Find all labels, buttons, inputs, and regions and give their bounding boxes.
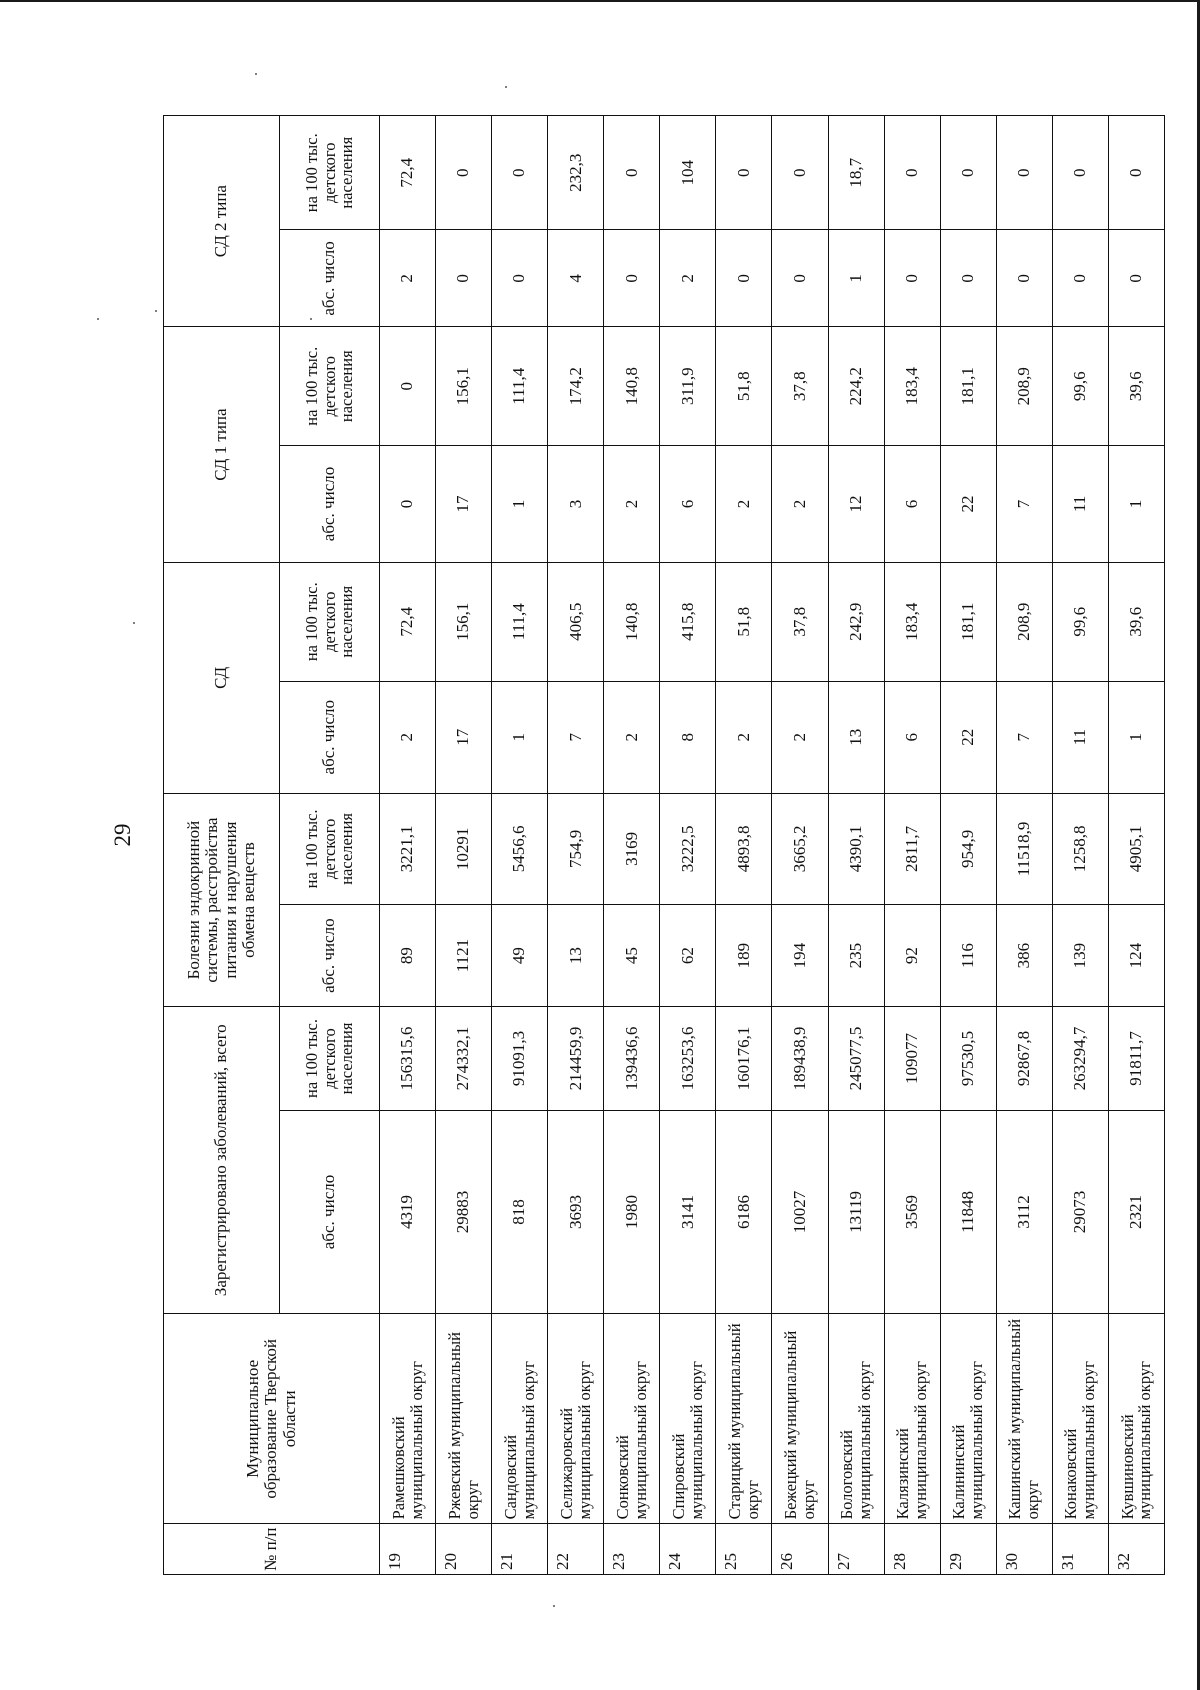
page-number: 29	[110, 823, 135, 847]
cell-sd1-per: 183,4	[884, 327, 940, 446]
cell-sd1-abs: 17	[436, 446, 492, 563]
cell-sd-abs: 1	[492, 681, 548, 793]
cell-sd-per: 242,9	[828, 562, 884, 681]
cell-sd1-per: 99,6	[1052, 327, 1108, 446]
cell-sd2-abs: 0	[772, 230, 828, 327]
cell-end-abs: 124	[1108, 904, 1164, 1006]
table-row	[772, 116, 828, 1575]
cell-reg-abs: 3112	[996, 1110, 1052, 1314]
municipality-name: Калининский муниципальный округ	[940, 1314, 996, 1524]
cell-reg-abs: 29073	[1052, 1110, 1108, 1314]
cell-reg-abs: 1980	[604, 1110, 660, 1314]
row-number: 24	[660, 1524, 716, 1575]
cell-sd-abs: 22	[940, 681, 996, 793]
municipality-name: Калязинский муниципальный округ	[884, 1314, 940, 1524]
cell-end-per: 1258,8	[1052, 793, 1108, 904]
cell-end-abs: 1121	[436, 904, 492, 1006]
cell-reg-per: 274332,1	[436, 1007, 492, 1110]
municipality-name: Сандовский муниципальный округ	[492, 1314, 548, 1524]
subheader-per100k: на 100 тыс. детского населения	[280, 327, 380, 446]
table-row	[436, 116, 492, 1575]
cell-sd-per: 140,8	[604, 562, 660, 681]
header-sd1: СД 1 типа	[164, 327, 280, 562]
cell-sd2-per: 0	[1108, 116, 1164, 231]
cell-sd2-per: 0	[996, 116, 1052, 231]
cell-sd-abs: 2	[716, 681, 772, 793]
subheader-abs: абс. число	[280, 230, 380, 327]
cell-reg-per: 91811,7	[1108, 1007, 1164, 1110]
cell-sd1-abs: 2	[604, 446, 660, 563]
subheader-abs: абс. число	[280, 681, 380, 793]
cell-sd-abs: 2	[604, 681, 660, 793]
cell-sd-per: 156,1	[436, 562, 492, 681]
cell-reg-abs: 818	[492, 1110, 548, 1314]
cell-sd1-abs: 1	[1108, 446, 1164, 563]
cell-end-abs: 194	[772, 904, 828, 1006]
cell-sd-per: 415,8	[660, 562, 716, 681]
subheader-abs: абс. число	[280, 446, 380, 563]
cell-sd2-per: 0	[884, 116, 940, 231]
cell-sd1-abs: 12	[828, 446, 884, 563]
header-sd: СД	[164, 562, 280, 793]
cell-sd1-per: 156,1	[436, 327, 492, 446]
cell-end-abs: 189	[716, 904, 772, 1006]
subheader-per100k: на 100 тыс. детского населения	[280, 116, 380, 231]
cell-sd1-abs: 2	[716, 446, 772, 563]
table-row	[828, 116, 884, 1575]
cell-reg-per: 156315,6	[380, 1007, 436, 1110]
cell-sd-per: 51,8	[716, 562, 772, 681]
cell-end-per: 11518,9	[996, 793, 1052, 904]
cell-sd2-per: 72,4	[380, 116, 436, 231]
cell-sd-per: 406,5	[548, 562, 604, 681]
municipality-name: Кувшиновский муниципальный округ	[1108, 1314, 1164, 1524]
cell-sd1-per: 174,2	[548, 327, 604, 446]
cell-end-abs: 116	[940, 904, 996, 1006]
municipality-name: Рамешковский муниципальный округ	[380, 1314, 436, 1524]
cell-reg-abs: 3693	[548, 1110, 604, 1314]
header-sd2: СД 2 типа	[164, 116, 280, 327]
cell-sd2-per: 0	[1052, 116, 1108, 231]
cell-sd-abs: 8	[660, 681, 716, 793]
cell-sd-per: 111,4	[492, 562, 548, 681]
cell-sd1-abs: 6	[660, 446, 716, 563]
statistics-table	[163, 115, 1165, 1575]
subheader-per100k: на 100 тыс. детского населения	[280, 562, 380, 681]
cell-sd1-per: 0	[380, 327, 436, 446]
cell-sd1-abs: 11	[1052, 446, 1108, 563]
cell-reg-per: 97530,5	[940, 1007, 996, 1110]
table-row	[548, 116, 604, 1575]
cell-reg-abs: 6186	[716, 1110, 772, 1314]
row-number: 23	[604, 1524, 660, 1575]
cell-reg-abs: 3569	[884, 1110, 940, 1314]
cell-reg-per: 139436,6	[604, 1007, 660, 1110]
cell-sd2-abs: 2	[380, 230, 436, 327]
row-number: 20	[436, 1524, 492, 1575]
cell-end-abs: 89	[380, 904, 436, 1006]
cell-reg-per: 91091,3	[492, 1007, 548, 1110]
cell-sd-per: 181,1	[940, 562, 996, 681]
table-row	[940, 116, 996, 1575]
municipality-name: Ржевский муниципальный округ	[436, 1314, 492, 1524]
cell-sd2-per: 232,3	[548, 116, 604, 231]
subheader-per100k: на 100 тыс. детского населения	[280, 793, 380, 904]
municipality-name: Бежецкий муниципальный округ	[772, 1314, 828, 1524]
cell-sd2-per: 0	[940, 116, 996, 231]
subheader-abs: абс. число	[280, 904, 380, 1006]
cell-sd-abs: 11	[1052, 681, 1108, 793]
table-row	[604, 116, 660, 1575]
table-row	[492, 116, 548, 1575]
cell-end-abs: 92	[884, 904, 940, 1006]
cell-reg-abs: 3141	[660, 1110, 716, 1314]
table-row	[716, 116, 772, 1575]
cell-sd1-abs: 6	[884, 446, 940, 563]
municipality-name: Сонковский муниципальный округ	[604, 1314, 660, 1524]
cell-reg-per: 214459,9	[548, 1007, 604, 1110]
table-row	[884, 116, 940, 1575]
row-number: 22	[548, 1524, 604, 1575]
header-municipality: Муниципальное образование Тверской области	[164, 1314, 380, 1524]
cell-sd1-per: 208,9	[996, 327, 1052, 446]
municipality-name: Старицкий муниципальный округ	[716, 1314, 772, 1524]
cell-reg-per: 160176,1	[716, 1007, 772, 1110]
table-header-row	[164, 116, 280, 1575]
cell-sd1-per: 181,1	[940, 327, 996, 446]
cell-sd2-abs: 0	[996, 230, 1052, 327]
cell-sd1-abs: 1	[492, 446, 548, 563]
cell-sd-abs: 6	[884, 681, 940, 793]
cell-sd1-abs: 3	[548, 446, 604, 563]
cell-reg-abs: 10027	[772, 1110, 828, 1314]
cell-reg-per: 263294,7	[1052, 1007, 1108, 1110]
cell-sd2-per: 0	[772, 116, 828, 231]
cell-sd2-per: 0	[436, 116, 492, 231]
municipality-name: Конаковский муниципальный округ	[1052, 1314, 1108, 1524]
cell-sd-per: 72,4	[380, 562, 436, 681]
cell-sd2-abs: 0	[436, 230, 492, 327]
cell-reg-abs: 4319	[380, 1110, 436, 1314]
cell-sd-abs: 17	[436, 681, 492, 793]
cell-reg-per: 163253,6	[660, 1007, 716, 1110]
cell-end-per: 4893,8	[716, 793, 772, 904]
cell-end-per: 3222,5	[660, 793, 716, 904]
cell-sd-abs: 1	[1108, 681, 1164, 793]
cell-end-per: 4390,1	[828, 793, 884, 904]
cell-sd-per: 99,6	[1052, 562, 1108, 681]
cell-end-abs: 45	[604, 904, 660, 1006]
cell-reg-abs: 2321	[1108, 1110, 1164, 1314]
subheader-per100k: на 100 тыс. детского населения	[280, 1007, 380, 1110]
table-row	[1052, 116, 1108, 1575]
cell-end-abs: 62	[660, 904, 716, 1006]
header-endocrine: Болезни эндокринной системы, расстройства питания и нарушения обмена веществ	[164, 793, 280, 1006]
table-body	[380, 116, 1165, 1575]
cell-sd-abs: 13	[828, 681, 884, 793]
cell-sd1-abs: 22	[940, 446, 996, 563]
cell-sd2-abs: 4	[548, 230, 604, 327]
cell-sd1-per: 39,6	[1108, 327, 1164, 446]
cell-sd2-per: 0	[716, 116, 772, 231]
cell-sd2-per: 0	[492, 116, 548, 231]
cell-end-per: 954,9	[940, 793, 996, 904]
cell-end-abs: 139	[1052, 904, 1108, 1006]
cell-sd2-abs: 2	[660, 230, 716, 327]
cell-sd2-abs: 0	[940, 230, 996, 327]
table-row	[660, 116, 716, 1575]
cell-end-per: 3221,1	[380, 793, 436, 904]
cell-sd2-per: 0	[604, 116, 660, 231]
cell-sd1-per: 51,8	[716, 327, 772, 446]
cell-sd-per: 208,9	[996, 562, 1052, 681]
cell-sd1-per: 224,2	[828, 327, 884, 446]
cell-sd2-abs: 0	[1108, 230, 1164, 327]
cell-end-per: 3169	[604, 793, 660, 904]
cell-sd2-per: 104	[660, 116, 716, 231]
cell-sd1-per: 311,9	[660, 327, 716, 446]
cell-sd1-abs: 0	[380, 446, 436, 563]
cell-sd1-per: 140,8	[604, 327, 660, 446]
cell-end-abs: 235	[828, 904, 884, 1006]
row-number: 25	[716, 1524, 772, 1575]
cell-sd-abs: 7	[996, 681, 1052, 793]
cell-sd1-per: 37,8	[772, 327, 828, 446]
table-row	[996, 116, 1052, 1575]
cell-end-per: 2811,7	[884, 793, 940, 904]
cell-reg-per: 109077	[884, 1007, 940, 1110]
cell-end-per: 3665,2	[772, 793, 828, 904]
row-number: 29	[940, 1524, 996, 1575]
row-number: 21	[492, 1524, 548, 1575]
cell-end-per: 754,9	[548, 793, 604, 904]
cell-end-abs: 13	[548, 904, 604, 1006]
cell-end-per: 5456,6	[492, 793, 548, 904]
cell-sd-abs: 2	[380, 681, 436, 793]
header-num: № п/п	[164, 1524, 380, 1575]
cell-reg-per: 92867,8	[996, 1007, 1052, 1110]
cell-sd1-abs: 7	[996, 446, 1052, 563]
cell-sd2-abs: 0	[716, 230, 772, 327]
row-number: 30	[996, 1524, 1052, 1575]
cell-reg-abs: 13119	[828, 1110, 884, 1314]
cell-sd1-per: 111,4	[492, 327, 548, 446]
cell-reg-abs: 29883	[436, 1110, 492, 1314]
cell-reg-abs: 11848	[940, 1110, 996, 1314]
table-row	[1108, 116, 1164, 1575]
row-number: 32	[1108, 1524, 1164, 1575]
row-number: 19	[380, 1524, 436, 1575]
cell-sd2-abs: 1	[828, 230, 884, 327]
municipality-name: Бологовский муниципальный округ	[828, 1314, 884, 1524]
row-number: 31	[1052, 1524, 1108, 1575]
cell-sd2-abs: 0	[884, 230, 940, 327]
row-number: 27	[828, 1524, 884, 1575]
row-number: 28	[884, 1524, 940, 1575]
cell-sd2-abs: 0	[604, 230, 660, 327]
row-number: 26	[772, 1524, 828, 1575]
cell-sd-per: 37,8	[772, 562, 828, 681]
cell-end-per: 4905,1	[1108, 793, 1164, 904]
cell-end-abs: 386	[996, 904, 1052, 1006]
cell-sd2-abs: 0	[492, 230, 548, 327]
cell-reg-per: 245077,5	[828, 1007, 884, 1110]
cell-sd2-abs: 0	[1052, 230, 1108, 327]
cell-sd-abs: 7	[548, 681, 604, 793]
cell-reg-per: 189438,9	[772, 1007, 828, 1110]
cell-end-per: 10291	[436, 793, 492, 904]
municipality-name: Спировский муниципальный округ	[660, 1314, 716, 1524]
cell-end-abs: 49	[492, 904, 548, 1006]
cell-sd-per: 39,6	[1108, 562, 1164, 681]
municipality-name: Кашинский муниципальный округ	[996, 1314, 1052, 1524]
cell-sd2-per: 18,7	[828, 116, 884, 231]
cell-sd-abs: 2	[772, 681, 828, 793]
subheader-abs: абс. число	[280, 1110, 380, 1314]
table-row	[380, 116, 436, 1575]
cell-sd-per: 183,4	[884, 562, 940, 681]
cell-sd1-abs: 2	[772, 446, 828, 563]
municipality-name: Селижаровский муниципальный округ	[548, 1314, 604, 1524]
header-registered: Зарегистрировано заболеваний, всего	[164, 1007, 280, 1314]
